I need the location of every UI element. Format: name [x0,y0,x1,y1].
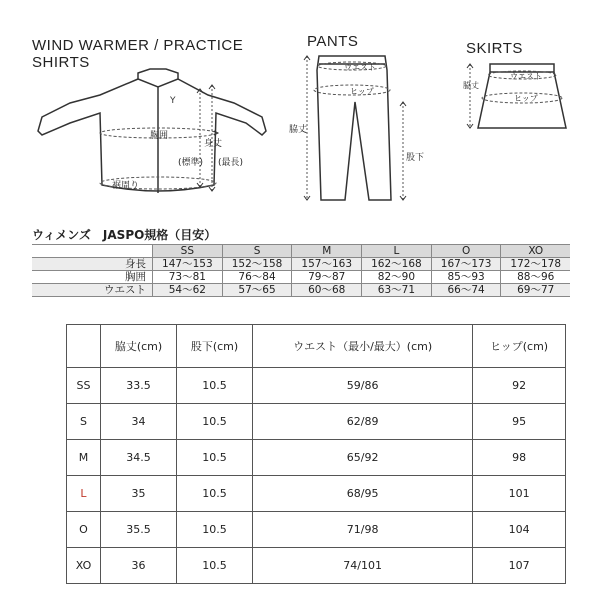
size-cell: M [67,440,101,476]
jaspo-cell: 157〜163 [292,258,362,271]
inseam-cell: 10.5 [177,368,253,404]
pants-title: PANTS [307,33,359,50]
jaspo-table [32,244,570,297]
table-row [67,368,566,404]
waist-cell: 74/101 [253,548,473,584]
jaspo-size-header: S [222,245,292,258]
side-length-cell: 35.5 [101,512,177,548]
inseam-cell: 10.5 [177,440,253,476]
skirt-hip-label: ヒップ [514,94,538,103]
length-label: 身丈 [204,139,223,149]
hip-header: ヒップ(cm) [473,325,566,368]
hip-cell: 92 [473,368,566,404]
jaspo-corner [32,245,153,258]
waist-cell: 71/98 [253,512,473,548]
jaspo-cell: 82〜90 [362,271,432,284]
inseam-cell: 10.5 [177,404,253,440]
jaspo-row-label: ウエスト [32,284,153,297]
hip-cell: 98 [473,440,566,476]
jaspo-cell: 162〜168 [362,258,432,271]
table-row [67,440,566,476]
jaspo-size-header: L [362,245,432,258]
jaspo-cell: 63〜71 [362,284,432,297]
side-length-cell: 34 [101,404,177,440]
waist-header: ウエスト（最小/最大）(cm) [253,325,473,368]
waist-cell: 65/92 [253,440,473,476]
size-cell: S [67,404,101,440]
table-row [67,548,566,584]
jaspo-size-header: XO [501,245,570,258]
inseam-header: 股下(cm) [177,325,253,368]
hip-cell: 107 [473,548,566,584]
waist-cell: 68/95 [253,476,473,512]
jaspo-header-row [32,245,570,258]
jaspo-cell: 79〜87 [292,271,362,284]
side-length-cell: 34.5 [101,440,177,476]
jaspo-cell: 152〜158 [222,258,292,271]
shirts-title-line2: SHIRTS [32,54,90,71]
jaspo-cell: 167〜173 [431,258,501,271]
pants-hip-label: ヒップ [350,87,374,96]
jaspo-cell: 88〜96 [501,271,570,284]
hip-cell: 104 [473,512,566,548]
standard-label: (標準) [178,158,204,168]
hip-cell: 101 [473,476,566,512]
size-table [66,324,566,584]
inseam-cell: 10.5 [177,548,253,584]
side-length-cell: 36 [101,548,177,584]
table-row [67,404,566,440]
pants-inseam-label: 股下 [406,153,425,163]
jaspo-cell: 147〜153 [153,258,223,271]
jaspo-heading: ウィメンズ JASPO規格（目安） [32,228,217,242]
jaspo-row-label: 胸囲 [125,271,146,283]
jaspo-row-waist [32,284,570,297]
hem-label: 裾周り [112,181,140,191]
jaspo-size-header: M [292,245,362,258]
chest-label: 胸囲 [150,131,169,141]
jaspo-cell: 76〜84 [222,271,292,284]
inseam-cell: 10.5 [177,476,253,512]
jaspo-row-label: 身長 [32,258,153,271]
waist-cell: 62/89 [253,404,473,440]
size-cell: O [67,512,101,548]
skirt-waist-label: ウエスト [510,72,542,81]
jaspo-cell: 60〜68 [292,284,362,297]
side-length-cell: 33.5 [101,368,177,404]
max-label: (最長) [218,158,244,168]
table-row [67,476,566,512]
jaspo-cell: 54〜62 [153,284,223,297]
pants-diagram [295,50,435,210]
jaspo-cell: 85〜93 [431,271,501,284]
jaspo-cell: 57〜65 [222,284,292,297]
waist-cell: 59/86 [253,368,473,404]
jaspo-cell: 66〜74 [431,284,501,297]
jaspo-cell: 69〜77 [501,284,570,297]
jaspo-size-header: SS [153,245,223,258]
shirts-title-line1: WIND WARMER / PRACTICE [32,37,244,54]
jaspo-row-height [32,258,570,271]
skirts-title: SKIRTS [466,40,523,57]
jaspo-size-header: O [431,245,501,258]
pants-side-length-label: 脇丈 [289,125,308,135]
size-table-header-row [67,325,566,368]
pants-waist-label: ウエスト [344,63,376,72]
jaspo-cell: 73〜81 [153,271,223,284]
hip-cell: 95 [473,404,566,440]
size-cell: SS [67,368,101,404]
size-cell: L [67,476,101,512]
size-cell: XO [67,548,101,584]
table-row [67,512,566,548]
skirt-side-length-label: 脇丈 [463,81,479,90]
side-length-cell: 35 [101,476,177,512]
jaspo-row-chest [32,271,570,284]
jaspo-cell: 172〜178 [501,258,570,271]
size-table-corner [67,325,101,368]
inseam-cell: 10.5 [177,512,253,548]
side-length-header: 脇丈(cm) [101,325,177,368]
brand-logo-icon: Y [170,96,176,106]
